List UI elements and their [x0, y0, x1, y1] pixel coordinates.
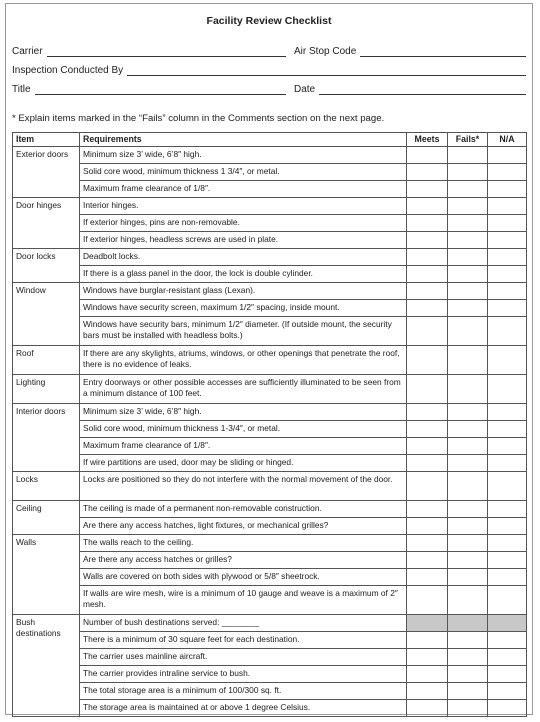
table-row	[13, 535, 527, 552]
requirement-cell: The ceiling is made of a permanent non-removable construction.	[80, 501, 407, 518]
table-row	[13, 232, 527, 249]
table-row	[13, 147, 527, 164]
meets-header: Meets	[407, 133, 448, 147]
inspection-label: Inspection Conducted By	[12, 65, 124, 76]
na-checkbox-cell[interactable]	[488, 472, 527, 501]
na-checkbox-cell[interactable]	[488, 501, 527, 518]
requirement-cell: Are there any access hatches or grilles?	[80, 552, 407, 569]
na-checkbox-cell[interactable]	[488, 404, 527, 421]
inspection-line[interactable]	[127, 64, 526, 76]
fails-checkbox-cell[interactable]	[448, 147, 488, 164]
item-cell: Roof	[13, 346, 80, 375]
item-cell: Window	[13, 283, 80, 346]
air-stop-code-field[interactable]	[294, 43, 526, 57]
fails-checkbox-cell[interactable]	[448, 283, 488, 300]
fails-header: Fails*	[448, 133, 488, 147]
title-line[interactable]	[35, 83, 286, 95]
requirement-cell: The walls reach to the ceiling.	[80, 535, 407, 552]
na-checkbox-cell	[488, 615, 527, 632]
checklist-page	[5, 3, 533, 715]
na-checkbox-cell[interactable]	[488, 147, 527, 164]
fails-checkbox-cell[interactable]	[448, 375, 488, 404]
meets-checkbox-cell[interactable]	[407, 535, 448, 552]
table-row	[13, 683, 527, 700]
fails-note: * Explain items marked in the “Fails” column in the Comments section on the next page.	[12, 113, 385, 124]
meets-checkbox-cell[interactable]	[407, 164, 448, 181]
table-row	[13, 649, 527, 666]
item-header: Item	[13, 133, 80, 147]
na-checkbox-cell[interactable]	[488, 317, 527, 346]
fails-checkbox-cell[interactable]	[448, 438, 488, 455]
meets-checkbox-cell[interactable]	[407, 666, 448, 683]
na-checkbox-cell[interactable]	[488, 181, 527, 198]
header-row	[13, 133, 527, 147]
item-cell: Interior doors	[13, 404, 80, 472]
fails-checkbox-cell[interactable]	[448, 649, 488, 666]
table-row	[13, 700, 527, 717]
meets-checkbox-cell[interactable]	[407, 586, 448, 615]
fails-checkbox-cell[interactable]	[448, 421, 488, 438]
fails-checkbox-cell[interactable]	[448, 164, 488, 181]
requirement-cell: If there are any skylights, atriums, windows, or other openings that penetrate the roof, there is no evidence of leaks.	[80, 346, 407, 375]
date-label: Date	[294, 84, 316, 95]
na-checkbox-cell[interactable]	[488, 518, 527, 535]
fails-checkbox-cell[interactable]	[448, 266, 488, 283]
air-stop-code-label: Air Stop Code	[294, 46, 357, 57]
requirement-cell: Solid core wood, minimum thickness 1 3/4″, or metal.	[80, 164, 407, 181]
meets-checkbox-cell[interactable]	[407, 215, 448, 232]
fails-checkbox-cell[interactable]	[448, 300, 488, 317]
carrier-label: Carrier	[12, 46, 43, 57]
meets-checkbox-cell[interactable]	[407, 198, 448, 215]
na-checkbox-cell[interactable]	[488, 249, 527, 266]
requirement-cell: If walls are wire mesh, wire is a minimum of 10 gauge and weave is a maximum of 2″ mesh.	[80, 586, 407, 615]
table-row	[13, 438, 527, 455]
meets-checkbox-cell[interactable]	[407, 632, 448, 649]
na-checkbox-cell[interactable]	[488, 266, 527, 283]
na-checkbox-cell[interactable]	[488, 283, 527, 300]
meets-checkbox-cell[interactable]	[407, 649, 448, 666]
na-checkbox-cell[interactable]	[488, 421, 527, 438]
requirements-header: Requirements	[80, 133, 407, 147]
table-row	[13, 164, 527, 181]
requirement-cell: The carrier uses mainline aircraft.	[80, 649, 407, 666]
fails-checkbox-cell[interactable]	[448, 632, 488, 649]
table-row	[13, 266, 527, 283]
meets-checkbox-cell[interactable]	[407, 552, 448, 569]
requirement-cell: Solid core wood, minimum thickness 1-3/4″, or metal.	[80, 421, 407, 438]
meets-checkbox-cell[interactable]	[407, 569, 448, 586]
meets-checkbox-cell[interactable]	[407, 700, 448, 717]
item-cell: Lighting	[13, 375, 80, 404]
na-checkbox-cell[interactable]	[488, 164, 527, 181]
item-cell: Ceiling	[13, 501, 80, 535]
meets-checkbox-cell[interactable]	[407, 421, 448, 438]
na-checkbox-cell[interactable]	[488, 700, 527, 717]
na-header: N/A	[488, 133, 527, 147]
table-row	[13, 198, 527, 215]
meets-checkbox-cell[interactable]	[407, 404, 448, 421]
table-row	[13, 569, 527, 586]
fails-checkbox-cell[interactable]	[448, 535, 488, 552]
na-checkbox-cell[interactable]	[488, 438, 527, 455]
meets-checkbox-cell[interactable]	[407, 438, 448, 455]
meets-checkbox-cell	[407, 615, 448, 632]
table-row	[13, 404, 527, 421]
table-row	[13, 300, 527, 317]
item-cell: Exterior doors	[13, 147, 80, 198]
table-row	[13, 421, 527, 438]
item-cell: Door locks	[13, 249, 80, 283]
table-row	[13, 518, 527, 535]
fails-checkbox-cell[interactable]	[448, 317, 488, 346]
requirement-cell: Deadbolt locks.	[80, 249, 407, 266]
meets-checkbox-cell[interactable]	[407, 249, 448, 266]
date-line[interactable]	[319, 83, 526, 95]
requirement-cell: The carrier provides intraline service to bush.	[80, 666, 407, 683]
requirement-cell: Minimum size 3’ wide, 6’8″ high.	[80, 404, 407, 421]
inspection-row	[12, 62, 526, 78]
meets-checkbox-cell[interactable]	[407, 472, 448, 501]
meets-checkbox-cell[interactable]	[407, 181, 448, 198]
requirement-cell: Walls are covered on both sides with plywood or 5/8″ sheetrock.	[80, 569, 407, 586]
fails-checkbox-cell[interactable]	[448, 586, 488, 615]
title-date-row	[12, 81, 526, 97]
fails-checkbox-cell[interactable]	[448, 518, 488, 535]
item-cell: Bush destinations	[13, 615, 80, 717]
carrier-field[interactable]	[12, 43, 286, 57]
inspection-field[interactable]	[12, 62, 526, 76]
meets-checkbox-cell[interactable]	[407, 147, 448, 164]
fails-checkbox-cell[interactable]	[448, 249, 488, 266]
table-row	[13, 181, 527, 198]
requirement-cell: The storage area is maintained at or above 1 degree Celsius.	[80, 700, 407, 717]
requirement-cell: The total storage area is a minimum of 100/300 sq. ft.	[80, 683, 407, 700]
fails-checkbox-cell	[448, 615, 488, 632]
fails-checkbox-cell[interactable]	[448, 700, 488, 717]
na-checkbox-cell[interactable]	[488, 198, 527, 215]
meets-checkbox-cell[interactable]	[407, 346, 448, 375]
carrier-line[interactable]	[47, 45, 286, 57]
fails-checkbox-cell[interactable]	[448, 346, 488, 375]
carrier-row	[12, 43, 526, 59]
na-checkbox-cell[interactable]	[488, 666, 527, 683]
title-field[interactable]	[12, 81, 286, 95]
requirement-cell: If wire partitions are used, door may be sliding or hinged.	[80, 455, 407, 472]
fails-checkbox-cell[interactable]	[448, 552, 488, 569]
meets-checkbox-cell[interactable]	[407, 317, 448, 346]
na-checkbox-cell[interactable]	[488, 535, 527, 552]
fails-checkbox-cell[interactable]	[448, 215, 488, 232]
requirement-cell: If exterior hinges, pins are non-removable.	[80, 215, 407, 232]
table-row	[13, 472, 527, 501]
requirement-cell: Locks are positioned so they do not interfere with the normal movement of the door.	[80, 472, 407, 501]
table-row	[13, 586, 527, 615]
na-checkbox-cell[interactable]	[488, 683, 527, 700]
table-row	[13, 346, 527, 375]
na-checkbox-cell[interactable]	[488, 346, 527, 375]
meets-checkbox-cell[interactable]	[407, 375, 448, 404]
requirement-cell: If exterior hinges, headless screws are used in plate.	[80, 232, 407, 249]
requirement-cell: Minimum size 3’ wide, 6’8″ high.	[80, 147, 407, 164]
fails-checkbox-cell[interactable]	[448, 198, 488, 215]
meets-checkbox-cell[interactable]	[407, 283, 448, 300]
na-checkbox-cell[interactable]	[488, 455, 527, 472]
table-row	[13, 666, 527, 683]
requirement-cell: There is a minimum of 30 square feet for each destination.	[80, 632, 407, 649]
table-row	[13, 552, 527, 569]
table-row	[13, 215, 527, 232]
table-row	[13, 501, 527, 518]
table-row	[13, 375, 527, 404]
na-checkbox-cell[interactable]	[488, 569, 527, 586]
fails-checkbox-cell[interactable]	[448, 232, 488, 249]
checklist-body	[13, 147, 527, 717]
air-stop-code-line[interactable]	[360, 45, 526, 57]
table-row	[13, 317, 527, 346]
requirement-cell: Interior hinges.	[80, 198, 407, 215]
requirement-cell: If there is a glass panel in the door, the lock is double cylinder.	[80, 266, 407, 283]
item-cell: Locks	[13, 472, 80, 501]
fails-checkbox-cell[interactable]	[448, 501, 488, 518]
requirement-cell: Maximum frame clearance of 1/8″.	[80, 438, 407, 455]
meets-checkbox-cell[interactable]	[407, 266, 448, 283]
fails-checkbox-cell[interactable]	[448, 181, 488, 198]
requirement-cell: Number of bush destinations served: ________	[80, 615, 407, 632]
table-row	[13, 615, 527, 632]
meets-checkbox-cell[interactable]	[407, 232, 448, 249]
na-checkbox-cell[interactable]	[488, 632, 527, 649]
meets-checkbox-cell[interactable]	[407, 683, 448, 700]
meets-checkbox-cell[interactable]	[407, 501, 448, 518]
date-field[interactable]	[294, 81, 526, 95]
meets-checkbox-cell[interactable]	[407, 300, 448, 317]
checklist-table	[12, 132, 527, 717]
meets-checkbox-cell[interactable]	[407, 518, 448, 535]
requirement-cell: Maximum frame clearance of 1/8″.	[80, 181, 407, 198]
na-checkbox-cell[interactable]	[488, 215, 527, 232]
table-row	[13, 283, 527, 300]
fails-checkbox-cell[interactable]	[448, 683, 488, 700]
na-checkbox-cell[interactable]	[488, 232, 527, 249]
fails-checkbox-cell[interactable]	[448, 404, 488, 421]
title-label: Title	[12, 84, 31, 95]
na-checkbox-cell[interactable]	[488, 649, 527, 666]
fails-checkbox-cell[interactable]	[448, 569, 488, 586]
page-title: Facility Review Checklist	[206, 15, 332, 27]
requirement-cell: Are there any access hatches, light fixtures, or mechanical grilles?	[80, 518, 407, 535]
fails-checkbox-cell[interactable]	[448, 666, 488, 683]
table-row	[13, 455, 527, 472]
item-cell: Walls	[13, 535, 80, 615]
fails-checkbox-cell[interactable]	[448, 472, 488, 501]
na-checkbox-cell[interactable]	[488, 552, 527, 569]
na-checkbox-cell[interactable]	[488, 300, 527, 317]
table-row	[13, 632, 527, 649]
meets-checkbox-cell[interactable]	[407, 455, 448, 472]
na-checkbox-cell[interactable]	[488, 586, 527, 615]
item-cell: Door hinges	[13, 198, 80, 249]
requirement-cell: Windows have security screen, maximum 1/2″ spacing, inside mount.	[80, 300, 407, 317]
requirement-cell: Entry doorways or other possible accesses are sufficiently illuminated to be seen from a minimum distance of 100 feet.	[80, 375, 407, 404]
table-row	[13, 249, 527, 266]
requirement-cell: Windows have burglar-resistant glass (Lexan).	[80, 283, 407, 300]
na-checkbox-cell[interactable]	[488, 375, 527, 404]
requirement-cell: Windows have security bars, minimum 1/2″ diameter. (If outside mount, the security bars must be installed with headless bolts.)	[80, 317, 407, 346]
fails-checkbox-cell[interactable]	[448, 455, 488, 472]
